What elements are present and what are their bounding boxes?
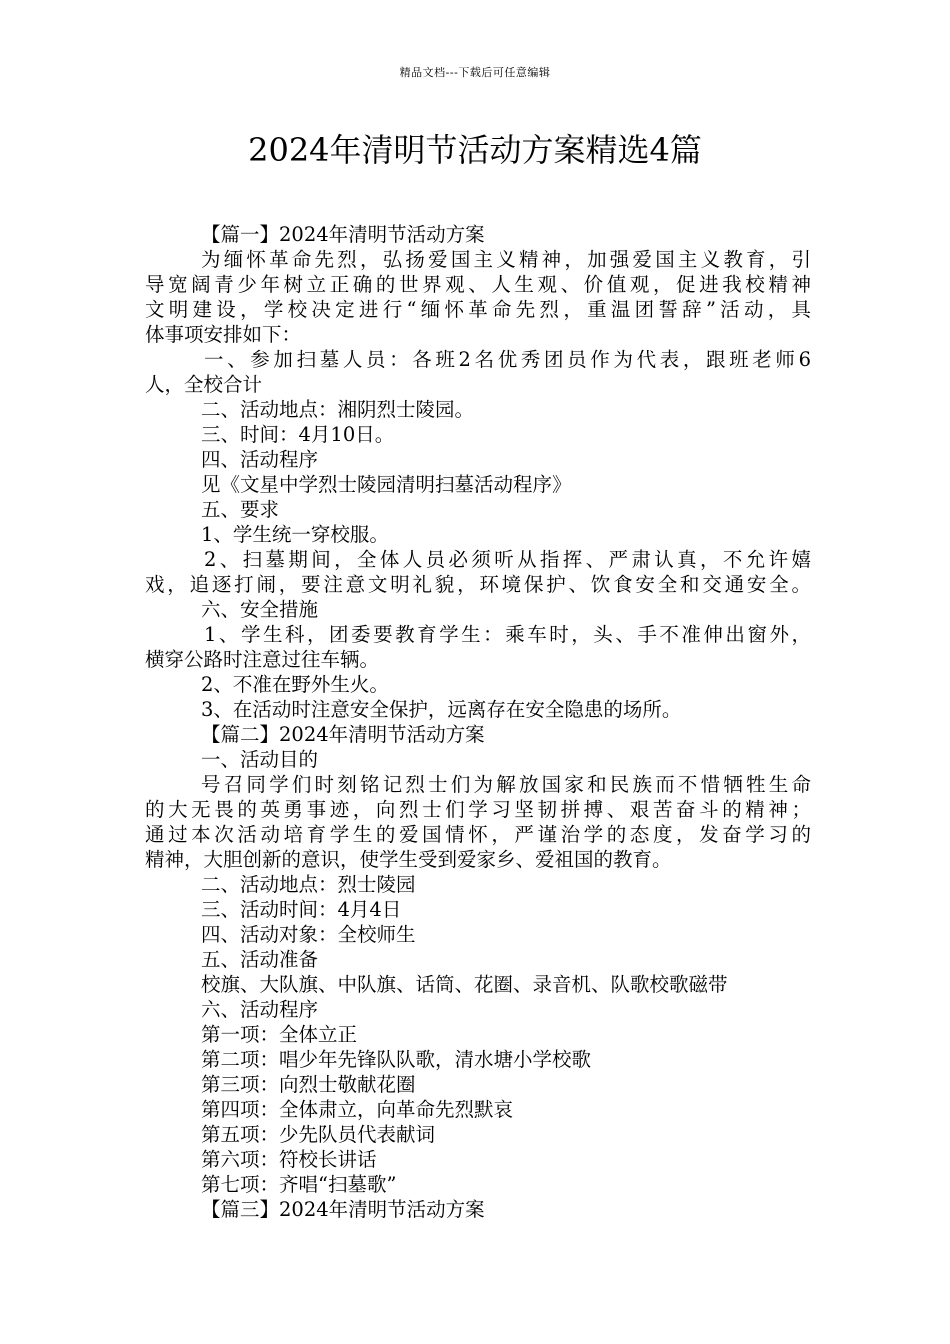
text-line: 第一项：全体立正 [201,1023,358,1046]
text-line: 文明建设，学校决定进行“缅怀革命先烈，重温团誓辞”活动，具 [145,298,811,321]
text-line: 体事项安排如下： [145,323,302,346]
text-line: 1、学生科，团委要教育学生：乘车时，头、手不准伸出窗外， [204,623,811,646]
text-line: 1、学生统一穿校服。 [201,523,389,546]
text-line: 横穿公路时注意过往车辆。 [145,648,380,671]
text-line: 三、时间：4月10日。 [201,423,395,446]
text-line: 2、不准在野外生火。 [201,673,389,696]
text-line: 第七项：齐唱“扫墓歌” [201,1173,397,1196]
header-note: 精品文档---下载后可任意编辑 [399,66,551,79]
text-line: 人，全校合计 [145,373,263,396]
text-line: 六、活动程序 [201,998,319,1021]
text-line: 第三项：向烈士敬献花圈 [201,1073,416,1096]
text-line: 第六项：符校长讲话 [201,1148,377,1171]
text-line: 四、活动对象：全校师生 [201,923,416,946]
text-line: 六、安全措施 [201,598,319,621]
text-line: 一、参加扫墓人员：各班2名优秀团员作为代表，跟班老师6 [204,348,811,371]
text-line: 2、扫墓期间，全体人员必须听从指挥、严肃认真，不允许嬉 [204,548,811,571]
text-line: 四、活动程序 [201,448,319,471]
text-line: 精神，大胆创新的意识，使学生受到爱家乡、爱祖国的教育。 [145,848,672,871]
text-line: 戏，追逐打闹，要注意文明礼貌，环境保护、饮食安全和交通安全。 [145,573,811,596]
text-line: 二、活动地点：烈士陵园 [201,873,416,896]
text-line: 通过本次活动培育学生的爱国情怀，严谨治学的态度，发奋学习的 [145,823,811,846]
document-body [145,222,811,1222]
text-line: 的大无畏的英勇事迹，向烈士们学习坚韧拼搏、艰苦奋斗的精神； [145,798,811,821]
text-line: 【篇二】2024年清明节活动方案 [201,723,485,746]
text-line: 第五项：少先队员代表献词 [201,1123,436,1146]
text-line: 校旗、大队旗、中队旗、话筒、花圈、录音机、队歌校歌磁带 [201,973,728,996]
document-title: 2024年清明节活动方案精选4篇 [248,131,702,169]
text-line: 导宽阔青少年树立正确的世界观、人生观、价值观，促进我校精神 [145,273,811,296]
text-line: 第二项：唱少年先锋队队歌，清水塘小学校歌 [201,1048,592,1071]
text-line: 见《文星中学烈士陵园清明扫墓活动程序》 [201,473,572,496]
text-line: 3、在活动时注意安全保护，远离存在安全隐患的场所。 [201,698,682,721]
text-line: 三、活动时间：4月4日 [201,898,402,921]
text-line: 一、活动目的 [201,748,319,771]
text-line: 五、活动准备 [201,948,319,971]
text-line: 为缅怀革命先烈，弘扬爱国主义精神，加强爱国主义教育，引 [201,248,811,271]
text-line: 【篇三】2024年清明节活动方案 [201,1198,485,1221]
text-line: 号召同学们时刻铭记烈士们为解放国家和民族而不惜牺牲生命 [201,773,811,796]
text-line: 五、要求 [201,498,280,521]
text-line: 第四项：全体肃立，向革命先烈默哀 [201,1098,514,1121]
text-line: 二、活动地点：湘阴烈士陵园。 [201,398,475,421]
text-line: 【篇一】2024年清明节活动方案 [201,223,485,246]
